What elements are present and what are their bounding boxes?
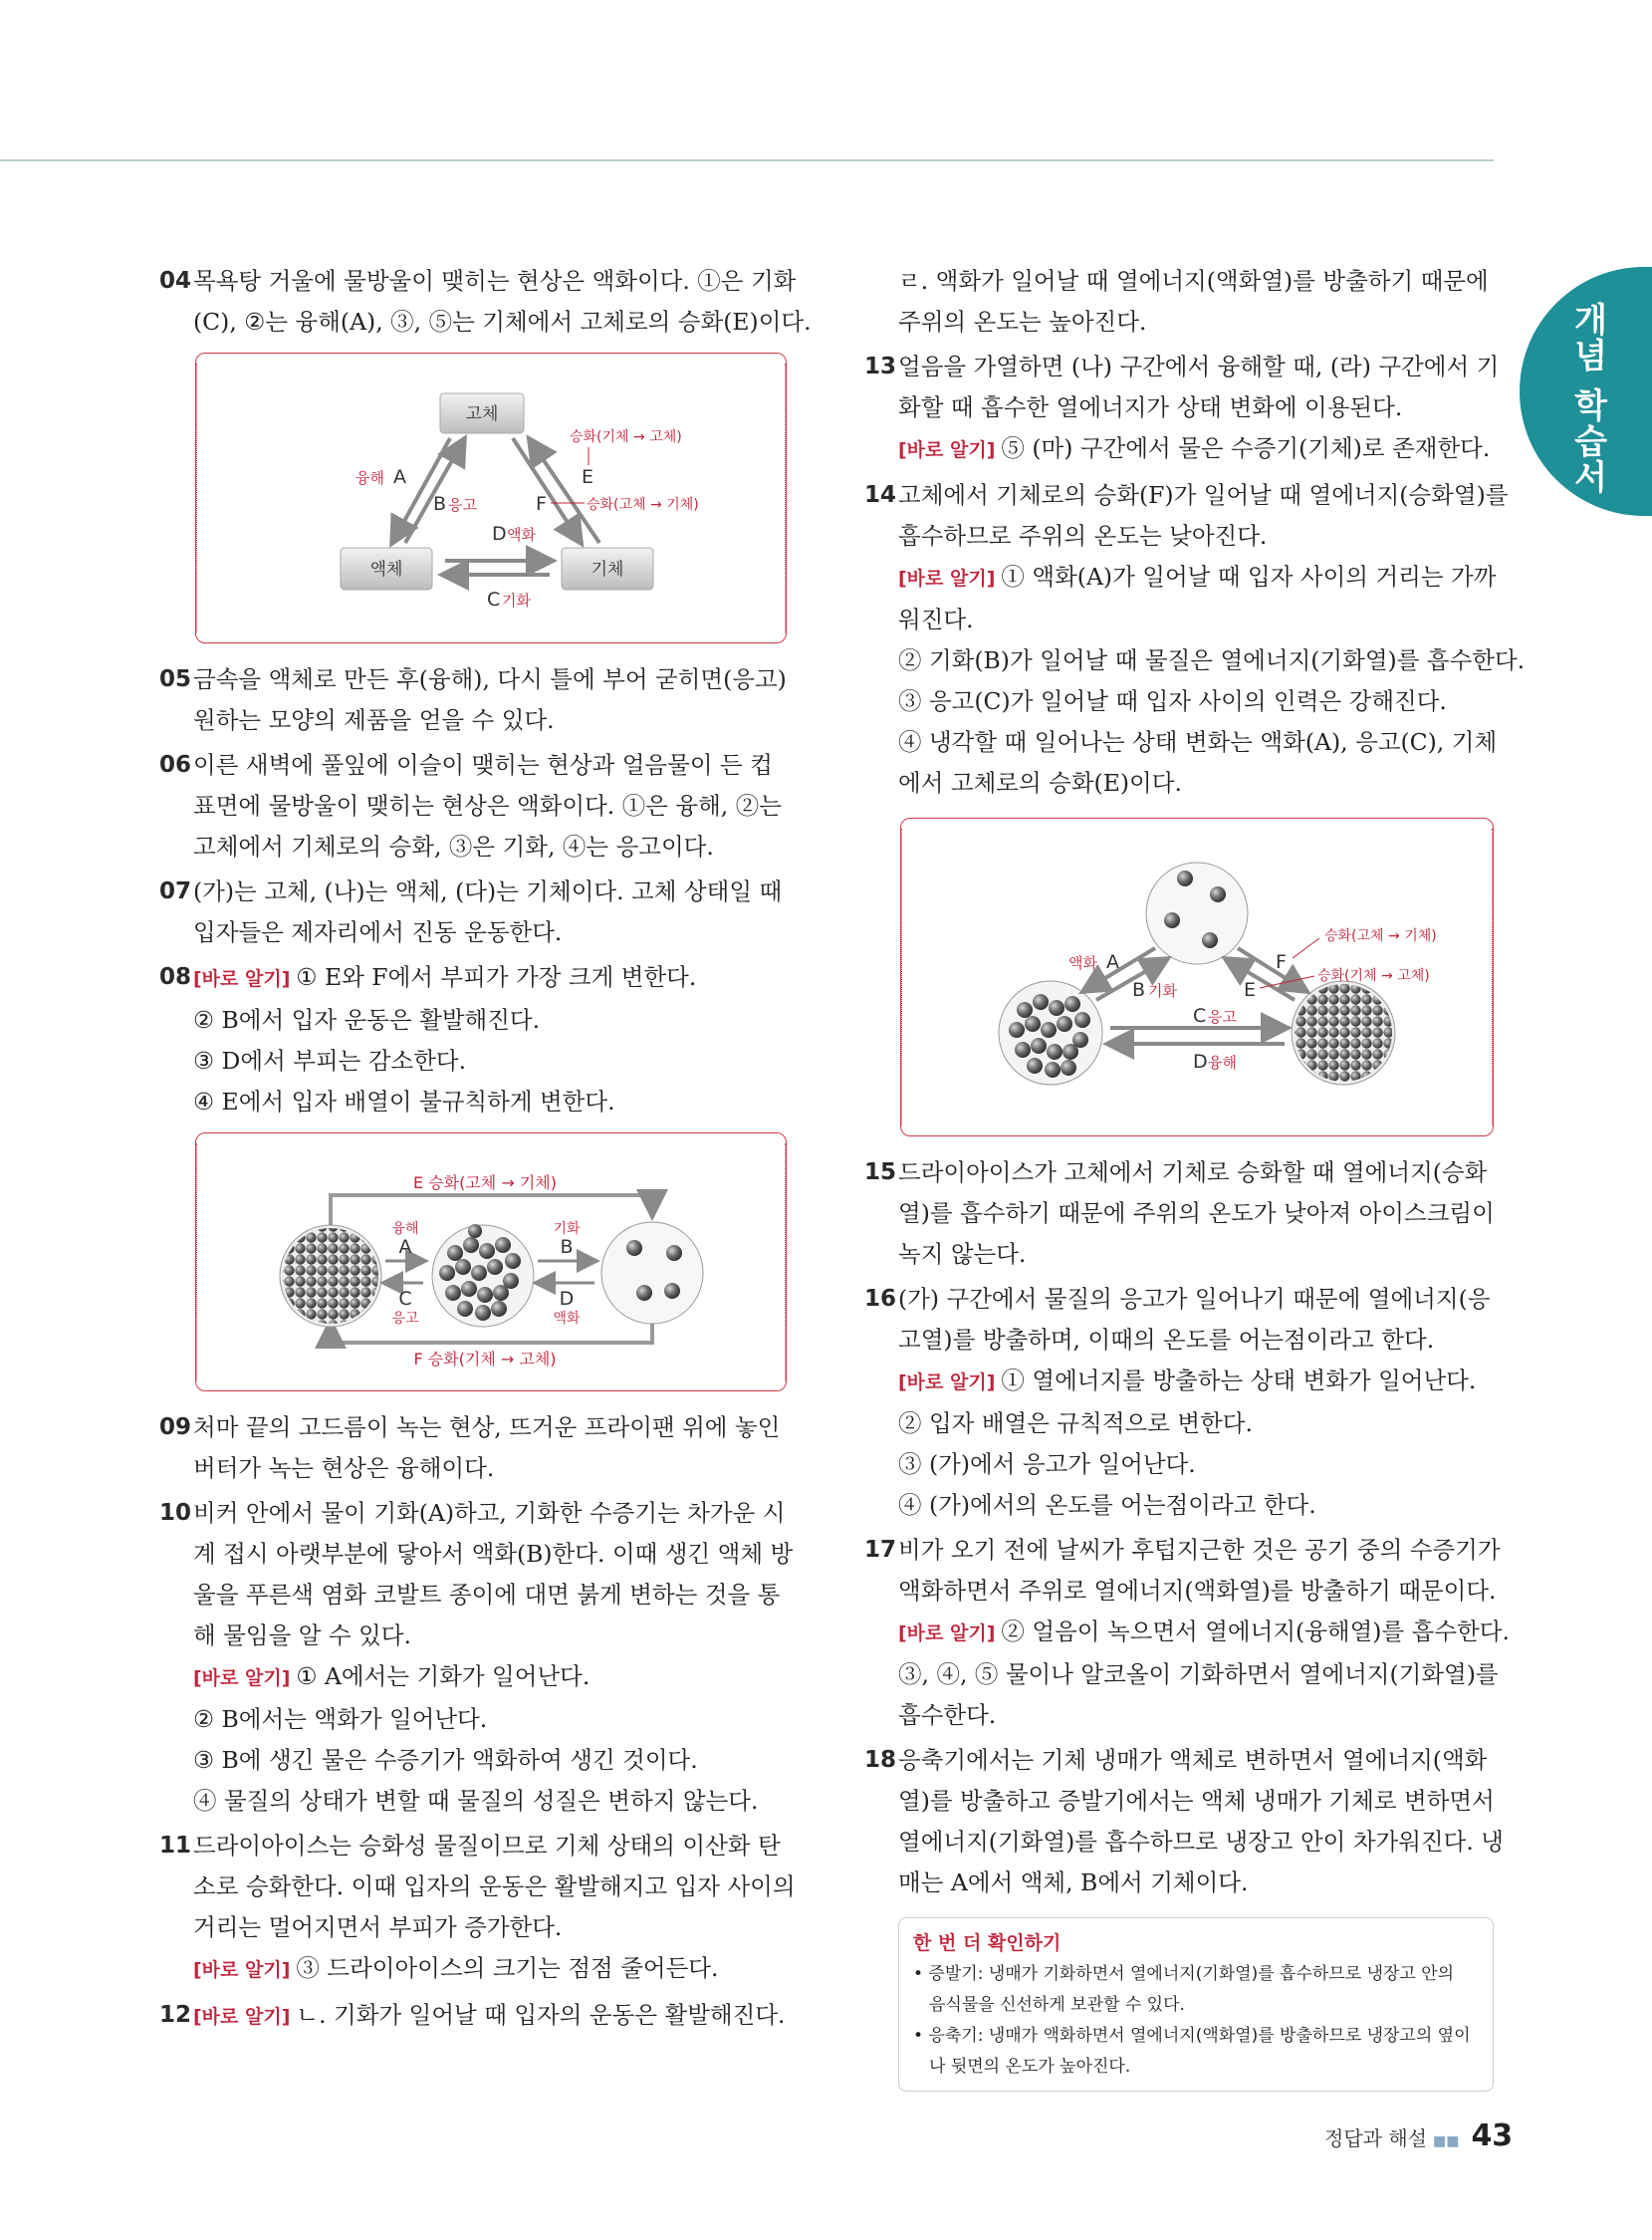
d-label: D [1193,1051,1208,1073]
b-name: 기화 [1148,982,1177,1000]
a-name: 액화 [1068,954,1097,972]
right-column [864,261,1526,2092]
gas-label: 기체 [590,560,624,580]
correct-tag: [바로 알기] [898,1622,996,1644]
answer-13 [864,347,1500,471]
arrow-b [405,441,463,543]
answer-line: 금속을 액체로 만든 후(융해), 다시 틀에 부어 굳히면(응고) [193,665,787,693]
answer-line: 액화하면서 주위로 열에너지(액화열)를 방출하기 때문이다. [898,1577,1497,1605]
answer-line: ② 기화(B)가 일어날 때 물질은 열에너지(기화열)를 흡수한다. [898,646,1526,674]
c-name: 응고 [1208,1008,1237,1026]
answer-line: ① E와 F에서 부피가 가장 크게 변한다. [296,963,697,991]
item-number: 11 [159,1833,192,1859]
label-d: D [492,523,507,545]
answer-line: ① A에서는 기화가 일어난다. [296,1662,590,1690]
e-top-label: E 승화(고체 → 기체) [413,1173,557,1192]
section-side-tab [1520,267,1652,516]
item-number: 04 [159,268,192,294]
label-f: F [536,493,547,515]
item-number: 09 [159,1414,192,1440]
a-label: A [1106,951,1119,973]
e-name: 승화(기체 → 고체) [1317,968,1430,984]
c-label: C [398,1288,412,1310]
label-b-name: 응고 [448,496,477,514]
label-f-name: 승화(고체 → 기체) [587,497,699,513]
answer-line: ④ 냉각할 때 일어나는 상태 변화는 액화(A), 응고(C), 기체 [898,728,1498,756]
answer-line: ③ D에서 부피는 감소한다. [193,1047,467,1075]
b-label: B [1132,979,1146,1001]
page-footer [1324,2118,1513,2153]
gas-particles [1146,863,1248,964]
answer-line: (가) 구간에서 물질의 응고가 일어나기 때문에 열에너지(응 [898,1285,1491,1313]
correct-tag: [바로 알기] [898,1371,996,1393]
item-number: 17 [864,1537,897,1563]
label-d-name: 액화 [507,526,536,544]
answer-17 [864,1530,1510,1736]
d-name: 융해 [1208,1054,1237,1072]
answer-line: 고체에서 기체로의 승화, ③은 기화, ④는 응고이다. [193,833,714,861]
answer-line: 주위의 온도는 높아진다. [898,308,1147,336]
f-name: 승화(고체 → 기체) [1324,928,1437,944]
c-name: 응고 [391,1311,419,1327]
page-number: 43 [1471,2118,1514,2153]
note-line: 나 뒷면의 온도가 높아진다. [929,2057,1131,2077]
answer-07 [159,871,787,953]
label-c: C [487,589,501,611]
item-number: 16 [864,1286,897,1312]
correct-tag: [바로 알기] [193,1667,291,1689]
answer-line: (C), ②는 융해(A), ③, ⑤는 기체에서 고체로의 승화(E)이다. [193,308,812,336]
answer-18 [864,1740,1504,1903]
solid-label: 고체 [465,404,499,424]
label-e-name: 승화(기체 → 고체) [570,429,682,445]
item-number: 07 [159,878,192,904]
answer-line: 비가 오기 전에 날씨가 후텁지근한 것은 공기 중의 수증기가 [898,1536,1501,1564]
f-bottom-label: F 승화(기체 → 고체) [413,1350,557,1369]
answer-line: ③, ④, ⑤ 물이나 알코올이 기화하면서 열에너지(기화열)를 [898,1660,1499,1688]
answer-line: ㄹ. 액화가 일어날 때 열에너지(액화열)를 방출하기 때문에 [898,267,1489,295]
item-number: 08 [159,964,192,990]
answer-line: ③ 응고(C)가 일어날 때 입자 사이의 인력은 강해진다. [898,687,1447,715]
label-a-name: 융해 [355,469,384,487]
answer-line: 열)를 방출하고 증발기에서는 액체 냉매가 기체로 변하면서 [898,1787,1495,1815]
footer-square-icon: ■■ [1432,2133,1460,2149]
b-name: 기화 [553,1221,581,1237]
label-a: A [393,466,406,488]
item-number: 15 [864,1159,897,1185]
arrow-e [531,441,599,543]
answer-line: 녹지 않는다. [898,1240,1027,1268]
answer-10 [159,1493,794,1822]
correct-tag: [바로 알기] [898,568,996,590]
answer-line: ④ 물질의 상태가 변할 때 물질의 성질은 변하지 않는다. [193,1787,759,1815]
a-name: 융해 [391,1221,419,1237]
correct-tag: [바로 알기] [193,968,291,990]
answer-line: (가)는 고체, (나)는 액체, (다)는 기체이다. 고체 상태일 때 [193,877,783,905]
answer-09 [159,1407,787,1489]
answer-line: 고열)를 방출하며, 이때의 온도를 어는점이라고 한다. [898,1326,1435,1354]
answer-line: ㄴ. 기화가 일어날 때 입자의 운동은 활발해진다. [296,2001,786,2029]
answer-line: 비커 안에서 물이 기화(A)하고, 기화한 수증기는 차가운 시 [193,1499,786,1527]
arrow-a [393,438,450,541]
answer-line: ⑤ (마) 구간에서 물은 수증기(기체)로 존재한다. [1001,434,1491,462]
answer-line: 계 접시 아랫부분에 닿아서 액화(B)한다. 이때 생긴 액체 방 [193,1540,794,1568]
answer-line: ① 액화(A)가 일어날 때 입자 사이의 거리는 가까 [1001,563,1497,591]
e-label: E [1244,979,1257,1001]
answer-06 [159,745,787,868]
check-again-box [898,1917,1494,2092]
c-label: C [1193,1005,1207,1027]
answer-line: 매는 A에서 액체, B에서 기체이다. [898,1868,1249,1896]
state-change-diagram-2 [195,1132,787,1391]
f-label: F [1276,951,1287,973]
side-tab-label: 개념 학습서 [1567,302,1607,495]
label-e: E [582,466,594,488]
label-b: B [433,493,447,515]
check-again-title: 한 번 더 확인하기 [913,1932,1062,1954]
answer-line: ③ B에 생긴 물은 수증기가 액화하여 생긴 것이다. [193,1746,698,1774]
answer-line: 에서 고체로의 승화(E)이다. [898,769,1182,797]
item-number: 12 [159,2002,192,2028]
answer-line: ② B에서 입자 운동은 활발해진다. [193,1006,541,1034]
item-number: 18 [864,1747,897,1773]
answer-08 [159,957,787,1122]
answer-05 [159,659,787,741]
answer-line: 흡수하므로 주위의 온도는 낮아진다. [898,522,1268,550]
b-label: B [560,1236,574,1258]
liquid-label: 액체 [369,560,403,580]
item-number: 05 [159,666,192,692]
answer-line: 열)를 흡수하기 때문에 주위의 온도가 낮아져 아이스크림이 [898,1199,1495,1227]
answer-15 [864,1152,1494,1275]
answer-11 [159,1826,796,1991]
answer-14 [864,475,1526,804]
answer-line: ③ 드라이아이스의 크기는 점점 줄어든다. [296,1954,719,1982]
correct-tag: [바로 알기] [193,1959,291,1981]
answer-line: 열에너지(기화열)를 흡수하므로 냉장고 안이 차가워진다. 냉 [898,1828,1504,1856]
answer-line: ④ (가)에서의 온도를 어는점이라고 한다. [898,1491,1316,1519]
state-change-diagram-1 [195,353,787,643]
answer-line: 워진다. [898,606,974,633]
answer-line: 얼음을 가열하면 (나) 구간에서 융해할 때, (라) 구간에서 기 [898,353,1500,380]
answer-line: ② 얼음이 녹으면서 열에너지(융해열)를 흡수한다. [1001,1618,1510,1645]
correct-tag: [바로 알기] [898,439,996,461]
answer-12 [159,1995,787,2038]
answer-line: 소로 승화한다. 이때 입자의 운동은 활발해지고 입자 사이의 [193,1872,796,1900]
answer-line: 입자들은 제자리에서 진동 운동한다. [193,918,563,946]
answer-line: 울을 푸른색 염화 코발트 종이에 대면 붉게 변하는 것을 통 [193,1581,781,1609]
answer-line: 이른 새벽에 풀잎에 이슬이 맺히는 현상과 얼음물이 든 컵 [193,751,773,779]
answer-line: ② 입자 배열은 규칙적으로 변한다. [898,1409,1253,1437]
note-line: • 증발기: 냉매가 기화하면서 열에너지(기화열)를 흡수하므로 냉장고 안의 [913,1964,1455,1984]
item-number: 13 [864,354,897,379]
left-column [159,261,812,2042]
answer-12-continued [864,261,1494,343]
particle-cycle-svg [196,1133,788,1390]
d-label: D [559,1288,575,1310]
top-rule [0,159,1494,161]
answer-line: 흡수한다. [898,1701,997,1729]
answer-line: 해 물임을 알 수 있다. [193,1621,411,1649]
label-c-name: 기화 [502,592,531,610]
note-line: 음식물을 신선하게 보관할 수 있다. [929,1995,1185,2015]
answer-line: 고체에서 기체로의 승화(F)가 일어날 때 열에너지(승화열)를 [898,481,1509,509]
state-change-diagram-3 [900,818,1494,1136]
answer-line: ④ E에서 입자 배열이 불규칙하게 변한다. [193,1088,615,1116]
state-triangle-svg [196,354,788,642]
answer-line: 드라이아이스는 승화성 물질이므로 기체 상태의 이산화 탄 [193,1832,781,1860]
particle-triangle-svg [901,819,1493,1135]
a-label: A [398,1236,412,1258]
answer-line: 원하는 모양의 제품을 얻을 수 있다. [193,706,555,734]
answer-line: 화할 때 흡수한 열에너지가 상태 변화에 이용된다. [898,393,1403,421]
answer-line: 표면에 물방울이 맺히는 현상은 액화이다. ①은 융해, ②는 [193,792,782,820]
answer-line: 처마 끝의 고드름이 녹는 현상, 뜨거운 프라이팬 위에 놓인 [193,1413,781,1441]
correct-tag: [바로 알기] [193,2006,291,2028]
answer-line: ② B에서는 액화가 일어난다. [193,1705,488,1733]
item-number: 06 [159,752,192,778]
answer-line: ③ (가)에서 응고가 일어난다. [898,1450,1196,1478]
answer-line: 드라이아이스가 고체에서 기체로 승화할 때 열에너지(승화 [898,1158,1488,1186]
note-line: • 응축기: 냉매가 액화하면서 열에너지(액화열)를 방출하므로 냉장고의 옆이 [913,2026,1471,2046]
answer-line: 거리는 멀어지면서 부피가 증가한다. [193,1913,563,1941]
answer-line: 버터가 녹는 현상은 융해이다. [193,1454,495,1482]
answer-16 [864,1279,1494,1526]
answer-line: 응축기에서는 기체 냉매가 액체로 변하면서 열에너지(액화 [898,1746,1488,1774]
d-name: 액화 [553,1311,581,1327]
answer-line: ① 열에너지를 방출하는 상태 변화가 일어난다. [1001,1367,1477,1394]
footer-label: 정답과 해설 [1324,2126,1427,2150]
answer-line: 목욕탕 거울에 물방울이 맺히는 현상은 액화이다. ①은 기화 [193,267,797,295]
item-number: 10 [159,1500,192,1526]
answer-04 [159,261,812,343]
item-number: 14 [864,482,897,508]
gas-particles [601,1222,703,1324]
